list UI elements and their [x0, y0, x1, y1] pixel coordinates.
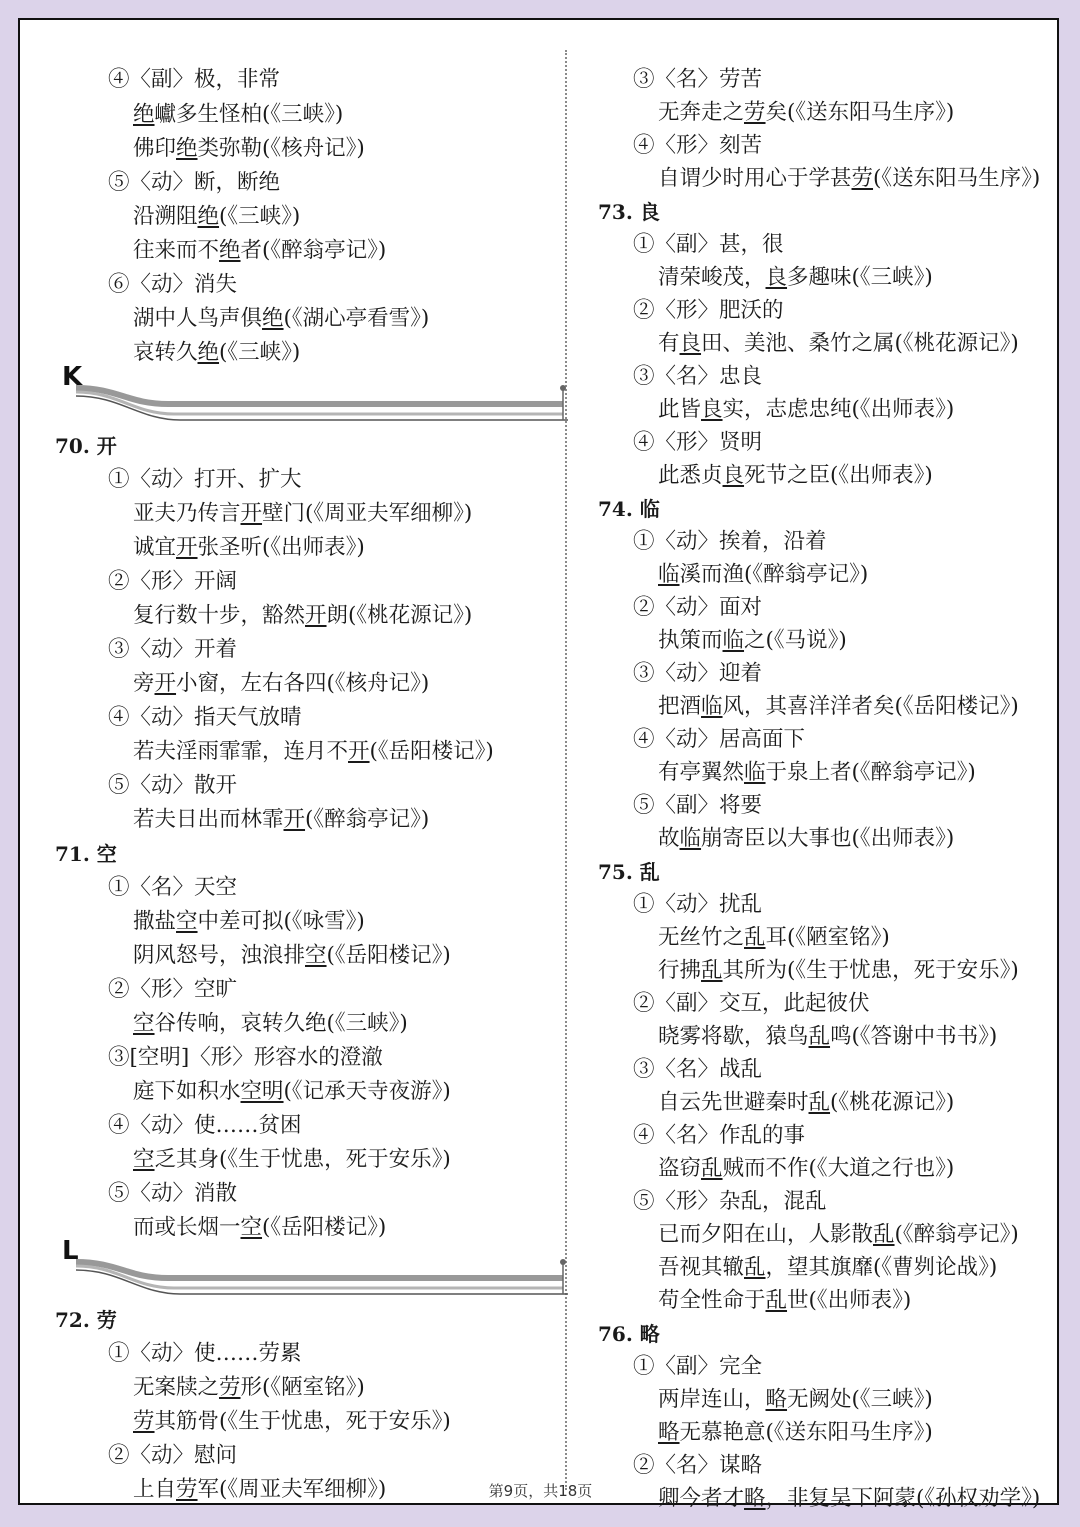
key-word: 良	[765, 265, 788, 290]
example-sentence	[658, 561, 868, 589]
example-after: 田、美池、桑竹之属(《桃花源记》)	[701, 331, 1019, 356]
example-sentence	[133, 1374, 365, 1402]
key-word: 空	[305, 943, 327, 968]
example-after: 巘多生怪柏(《三峡》)	[154, 102, 344, 127]
sense-definition: ③〈名〉劳苦	[633, 67, 763, 92]
example-sentence	[133, 237, 386, 265]
key-word: 开	[348, 739, 370, 764]
entry-headword: 75. 乱	[598, 860, 660, 884]
sense-definition: ④〈名〉作乱的事	[633, 1123, 806, 1148]
key-word: 临	[744, 760, 766, 785]
sense-definition: ⑤〈动〉断，断绝	[108, 170, 281, 195]
example-before: 行拂	[658, 958, 702, 983]
page-footer: 第9页，共18页	[488, 1482, 593, 1500]
example-sentence	[133, 305, 429, 333]
key-word: 乱	[873, 1222, 895, 1247]
example-after: 形(《陋室铭》)	[240, 1375, 365, 1400]
example-before: 往来而不	[133, 238, 220, 263]
example-sentence	[658, 957, 1019, 985]
example-before: 若夫淫雨霏霏，连月不	[133, 739, 349, 764]
sense-definition: ③〈动〉开着	[108, 637, 238, 662]
example-before: 吾视其辙	[658, 1255, 745, 1280]
entry-headword: 74. 临	[598, 497, 660, 521]
key-word: 乱	[701, 1156, 723, 1181]
key-word: 劳	[176, 1477, 198, 1502]
entry-headword: 73. 良	[598, 200, 660, 224]
example-sentence	[133, 738, 494, 766]
example-before: 无丝竹之	[658, 925, 745, 950]
example-after: (《湖心亭看雪》)	[283, 306, 430, 331]
example-sentence	[133, 534, 365, 562]
sense-definition: ①〈动〉挨着，沿着	[633, 529, 827, 554]
example-before: 清荣峻茂，	[658, 265, 766, 290]
key-word: 绝	[219, 238, 241, 263]
example-before: 复行数十步，豁然	[133, 603, 306, 628]
sense-definition: ①〈动〉打开、扩大	[108, 467, 302, 492]
example-sentence	[133, 135, 365, 163]
example-sentence	[658, 1089, 954, 1117]
example-after: 矣(《送东阳马生序》)	[765, 100, 955, 125]
example-after: 鸣(《答谢中书书》)	[830, 1024, 998, 1049]
example-before: 而或长烟一	[133, 1215, 241, 1240]
example-before: 有亭翼然	[658, 760, 745, 785]
sense-definition: ①〈名〉天空	[108, 875, 238, 900]
key-word: 绝	[133, 102, 155, 127]
key-word: 乱	[808, 1090, 831, 1115]
example-before: 苟全性命于	[658, 1288, 766, 1313]
example-sentence	[658, 165, 1040, 193]
example-after: 贼而不作(《大道之行也》)	[722, 1156, 955, 1181]
key-word: 临	[658, 562, 680, 587]
example-sentence	[658, 693, 1019, 721]
key-word: 乱	[808, 1024, 831, 1049]
sense-definition: ④〈形〉贤明	[633, 430, 763, 455]
example-before: 佛印	[133, 136, 177, 161]
example-before: 自谓少时用心于学甚	[658, 166, 852, 191]
example-sentence	[133, 1010, 408, 1038]
key-word: 略	[658, 1420, 680, 1445]
example-after: 张圣听(《出师表》)	[197, 535, 365, 560]
example-after: (《送东阳马生序》)	[873, 166, 1041, 191]
key-word: 空	[176, 909, 198, 934]
example-after: 谷传响，哀转久绝(《三峡》)	[154, 1011, 408, 1036]
entry-headword: 76. 略	[598, 1322, 660, 1346]
example-before: 有	[658, 331, 680, 356]
example-sentence	[133, 1214, 386, 1242]
example-before: 盗窃	[658, 1156, 702, 1181]
key-word: 乱	[701, 958, 723, 983]
example-after: 多趣味(《三峡》)	[787, 265, 933, 290]
example-sentence	[658, 924, 890, 952]
sense-definition: ①〈副〉完全	[633, 1354, 763, 1379]
example-sentence	[658, 627, 847, 655]
key-word: 良	[679, 331, 702, 356]
example-sentence	[133, 908, 365, 936]
example-after: 壁门(《周亚夫军细柳》)	[262, 501, 473, 526]
key-word: 空明	[240, 1079, 284, 1104]
example-before: 诚宜	[133, 535, 177, 560]
example-after: (《岳阳楼记》)	[262, 1215, 387, 1240]
example-before: 庭下如积水	[133, 1079, 241, 1104]
example-after: 类弥勒(《核舟记》)	[197, 136, 365, 161]
section-letter-k: K	[62, 362, 83, 392]
example-before: 若夫日出而林霏	[133, 807, 284, 832]
example-after: 者(《醉翁亭记》)	[240, 238, 387, 263]
sense-definition: ②〈形〉空旷	[108, 977, 238, 1002]
example-sentence	[658, 330, 1019, 358]
key-word: 良	[701, 397, 723, 422]
entry-headword: 70. 开	[55, 434, 117, 458]
example-after: (《记承天寺夜游》)	[283, 1079, 451, 1104]
sense-definition: ④〈形〉刻苦	[633, 133, 763, 158]
key-word: 绝	[197, 340, 220, 365]
sense-definition: ③[空明]〈形〉形容水的澄澈	[108, 1045, 383, 1070]
key-word: 空	[240, 1215, 263, 1240]
example-after: (《三峡》)	[219, 204, 301, 229]
key-word: 乱	[765, 1288, 788, 1313]
key-word: 绝	[176, 136, 198, 161]
sense-definition: ④〈动〉指天气放晴	[108, 705, 302, 730]
example-after: 无阙处(《三峡》)	[787, 1387, 933, 1412]
example-sentence	[658, 264, 933, 292]
example-after: 崩寄臣以大事也(《出师表》)	[701, 826, 955, 851]
example-after: (《桃花源记》)	[830, 1090, 955, 1115]
example-before: 此悉贞	[658, 463, 723, 488]
sense-definition: ②〈动〉面对	[633, 595, 763, 620]
key-word: 临	[701, 694, 723, 719]
key-word: 临	[722, 628, 745, 653]
example-after: (《三峡》)	[219, 340, 301, 365]
key-word: 临	[679, 826, 702, 851]
example-before: 阴风怒号，浊浪排	[133, 943, 306, 968]
example-after: 实，志虑忠纯(《出师表》)	[722, 397, 955, 422]
example-sentence	[133, 339, 300, 367]
example-after: 乏其身(《生于忧患，死于安乐》)	[154, 1147, 451, 1172]
key-word: 乱	[744, 925, 766, 950]
example-after: 耳(《陋室铭》)	[765, 925, 890, 950]
example-sentence	[658, 1023, 997, 1051]
example-before: 亚夫乃传言	[133, 501, 241, 526]
example-sentence	[133, 101, 343, 129]
sense-definition: ③〈名〉战乱	[633, 1057, 763, 1082]
sense-definition: ②〈动〉慰问	[108, 1443, 238, 1468]
example-after: 溪而渔(《醉翁亭记》)	[679, 562, 869, 587]
example-sentence	[658, 462, 933, 490]
sense-definition: ⑥〈动〉消失	[108, 272, 238, 297]
example-after: (《醉翁亭记》)	[305, 807, 430, 832]
sense-definition: ②〈形〉开阔	[108, 569, 238, 594]
key-word: 良	[722, 463, 745, 488]
section-letter-l: L	[62, 1236, 79, 1266]
section-band-l	[48, 1256, 568, 1296]
example-sentence	[658, 1287, 911, 1315]
example-after: ，非复吴下阿蒙(《孙权劝学》)	[765, 1486, 1041, 1511]
example-before: 此皆	[658, 397, 702, 422]
key-word: 略	[744, 1486, 766, 1511]
entry-headword: 71. 空	[55, 842, 117, 866]
example-after: ，望其旗靡(《曹刿论战》)	[765, 1255, 998, 1280]
example-sentence	[133, 1078, 451, 1106]
example-after: 死节之臣(《出师表》)	[744, 463, 933, 488]
example-after: 其筋骨(《生于忧患，死于安乐》)	[154, 1409, 451, 1434]
sense-definition: ④〈动〉居高面下	[633, 727, 806, 752]
example-before: 撒盐	[133, 909, 177, 934]
key-word: 开	[305, 603, 327, 628]
sense-definition: ①〈动〉使……劳累	[108, 1341, 302, 1366]
example-after: 风，其喜洋洋者矣(《岳阳楼记》)	[722, 694, 1019, 719]
sense-definition: ②〈形〉肥沃的	[633, 298, 784, 323]
sense-definition: ③〈动〉迎着	[633, 661, 763, 686]
example-sentence	[133, 942, 451, 970]
example-sentence	[133, 1146, 451, 1174]
example-after: 之(《马说》)	[744, 628, 847, 653]
example-after: 无慕艳意(《送东阳马生序》)	[679, 1420, 933, 1445]
key-word: 空	[133, 1147, 155, 1172]
example-after: 于泉上者(《醉翁亭记》)	[765, 760, 976, 785]
example-after: (《岳阳楼记》)	[369, 739, 494, 764]
sense-definition: ⑤〈动〉消散	[108, 1181, 238, 1206]
key-word: 劳	[744, 100, 766, 125]
example-before: 无案牍之	[133, 1375, 220, 1400]
example-before: 沿溯阻	[133, 204, 198, 229]
example-after: (《醉翁亭记》)	[894, 1222, 1019, 1247]
key-word: 乱	[744, 1255, 766, 1280]
example-after: (《岳阳楼记》)	[326, 943, 451, 968]
example-sentence	[658, 1254, 997, 1282]
example-after: 小窗，左右各四(《核舟记》)	[176, 671, 430, 696]
key-word: 绝	[262, 306, 284, 331]
sense-definition: ⑤〈动〉散开	[108, 773, 238, 798]
example-sentence	[658, 1386, 933, 1414]
key-word: 劳	[133, 1409, 155, 1434]
example-sentence	[133, 806, 429, 834]
example-after: 世(《出师表》)	[787, 1288, 912, 1313]
example-before: 晓雾将歇，猿鸟	[658, 1024, 809, 1049]
example-sentence	[133, 203, 300, 231]
example-before: 把酒	[658, 694, 702, 719]
example-before: 哀转久	[133, 340, 198, 365]
key-word: 开	[240, 501, 263, 526]
key-word: 开	[176, 535, 198, 560]
key-word: 开	[283, 807, 306, 832]
example-before: 执策而	[658, 628, 723, 653]
entry-headword: 72. 劳	[55, 1308, 117, 1332]
example-sentence	[658, 396, 954, 424]
key-word: 绝	[197, 204, 220, 229]
sense-definition: ③〈名〉忠良	[633, 364, 763, 389]
example-before: 湖中人鸟声俱	[133, 306, 263, 331]
sense-definition: ④〈动〉使……贫困	[108, 1113, 302, 1138]
example-after: 朗(《桃花源记》)	[326, 603, 473, 628]
sense-definition: ②〈副〉交互，此起彼伏	[633, 991, 870, 1016]
key-word: 劳	[219, 1375, 241, 1400]
example-after: 其所为(《生于忧患，死于安乐》)	[722, 958, 1019, 983]
example-sentence	[658, 825, 954, 853]
sense-definition: ④〈副〉极，非常	[108, 67, 281, 92]
dictionary-page	[18, 18, 1059, 1511]
example-sentence	[658, 1419, 933, 1447]
section-band-k	[48, 382, 568, 422]
key-word: 劳	[851, 166, 874, 191]
example-before: 两岸连山，	[658, 1387, 766, 1412]
sense-definition: ⑤〈副〉将要	[633, 793, 763, 818]
sense-definition: ①〈副〉甚，很	[633, 232, 784, 257]
example-before: 旁	[133, 671, 155, 696]
example-before: 卿今者才	[658, 1486, 745, 1511]
example-before: 故	[658, 826, 680, 851]
example-after: 中差可拟(《咏雪》)	[197, 909, 365, 934]
key-word: 空	[133, 1011, 155, 1036]
example-sentence	[658, 99, 954, 127]
sense-definition: ⑤〈形〉杂乱，混乱	[633, 1189, 827, 1214]
example-before: 已而夕阳在山，人影散	[658, 1222, 874, 1247]
example-sentence	[133, 1408, 451, 1436]
example-sentence	[658, 759, 976, 787]
example-sentence	[658, 1221, 1019, 1249]
key-word: 略	[765, 1387, 788, 1412]
sense-definition: ①〈动〉扰乱	[633, 892, 763, 917]
example-sentence	[658, 1155, 954, 1183]
example-before: 自云先世避秦时	[658, 1090, 809, 1115]
example-before: 上自	[133, 1477, 177, 1502]
example-sentence	[133, 602, 472, 630]
example-after: 军(《周亚夫军细柳》)	[197, 1477, 387, 1502]
example-sentence	[133, 500, 472, 528]
key-word: 开	[154, 671, 177, 696]
example-before: 无奔走之	[658, 100, 745, 125]
example-sentence	[133, 670, 429, 698]
sense-definition: ②〈名〉谋略	[633, 1453, 763, 1478]
